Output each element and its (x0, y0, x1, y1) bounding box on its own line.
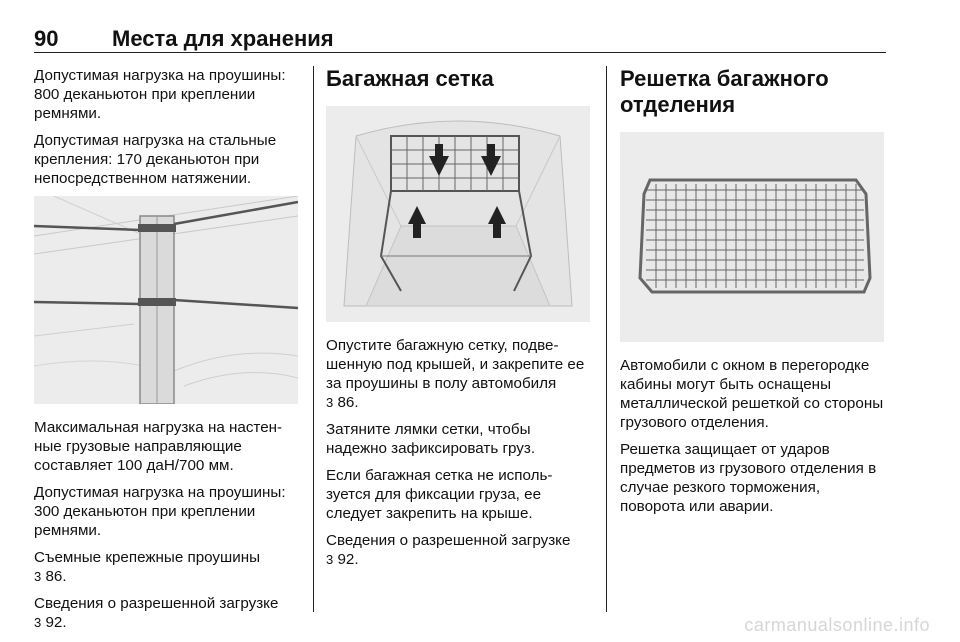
paragraph-text: Сведения о разрешенной загрузке (34, 595, 279, 612)
paragraph: Затяните лямки сетки, чтобы надежно зафиксировать груз. (326, 421, 536, 457)
ref-arrow-icon: 3 (326, 395, 334, 410)
paragraph (34, 548, 300, 586)
page-reference[interactable]: 86. (45, 568, 67, 585)
paragraph: Допустимая нагрузка на проушины: 800 деканьютон при креплении ремнями. (34, 67, 286, 122)
paragraph (34, 594, 300, 632)
page-reference[interactable]: 92. (45, 614, 67, 631)
page-header (34, 22, 886, 53)
column-divider (313, 66, 314, 612)
heading-line: Решетка багажного (620, 66, 829, 91)
paragraph: Максимальная нагрузка на настен-ные грузовые направляющие составляет 100 даН/700 мм. (34, 419, 283, 474)
paragraph-text: Опустите багажную сетку, подве-шенную под крышей, и закрепите ее за проушины в полу автомобиля (326, 337, 585, 392)
paragraph (326, 531, 592, 569)
paragraph: Допустимая нагрузка на стальные крепления: 170 деканьютон при непосредственном натяжении. (34, 132, 277, 187)
cargo-rails-illustration (34, 196, 298, 404)
luggage-net-illustration (326, 106, 590, 322)
page-number: 90 (34, 26, 59, 51)
paragraph: Решетка защищает от ударов предметов из грузового отделения в случае резкого торможения, поворота или аварии. (620, 441, 877, 515)
heading-line: отделения (620, 92, 736, 117)
ref-arrow-icon: 3 (34, 569, 42, 584)
page-reference[interactable]: 86. (337, 394, 359, 411)
watermark: carmanualsonline.info (744, 615, 930, 635)
column-1 (34, 66, 300, 640)
ref-arrow-icon: 3 (326, 552, 334, 567)
column-3 (620, 66, 886, 524)
paragraph (326, 336, 592, 412)
page-title: Места для хранения (112, 26, 334, 51)
paragraph: Автомобили с окном в перегородке кабины могут быть оснащены металлической решеткой со стороны грузового отделения. (620, 357, 884, 431)
section-heading (620, 66, 886, 118)
paragraph-text: Сведения о разрешенной загрузке (326, 532, 571, 549)
paragraph-text: Съемные крепежные проушины (34, 549, 260, 566)
cargo-grille-illustration (620, 132, 884, 342)
paragraph: Если багажная сетка не исполь-зуется для фиксации груза, ее следует закрепить на крыше. (326, 467, 553, 522)
section-heading: Багажная сетка (326, 66, 494, 91)
column-2 (326, 66, 592, 577)
page-reference[interactable]: 92. (337, 551, 359, 568)
ref-arrow-icon: 3 (34, 615, 42, 630)
paragraph: Допустимая нагрузка на проушины: 300 деканьютон при креплении ремнями. (34, 484, 286, 539)
column-divider (606, 66, 607, 612)
